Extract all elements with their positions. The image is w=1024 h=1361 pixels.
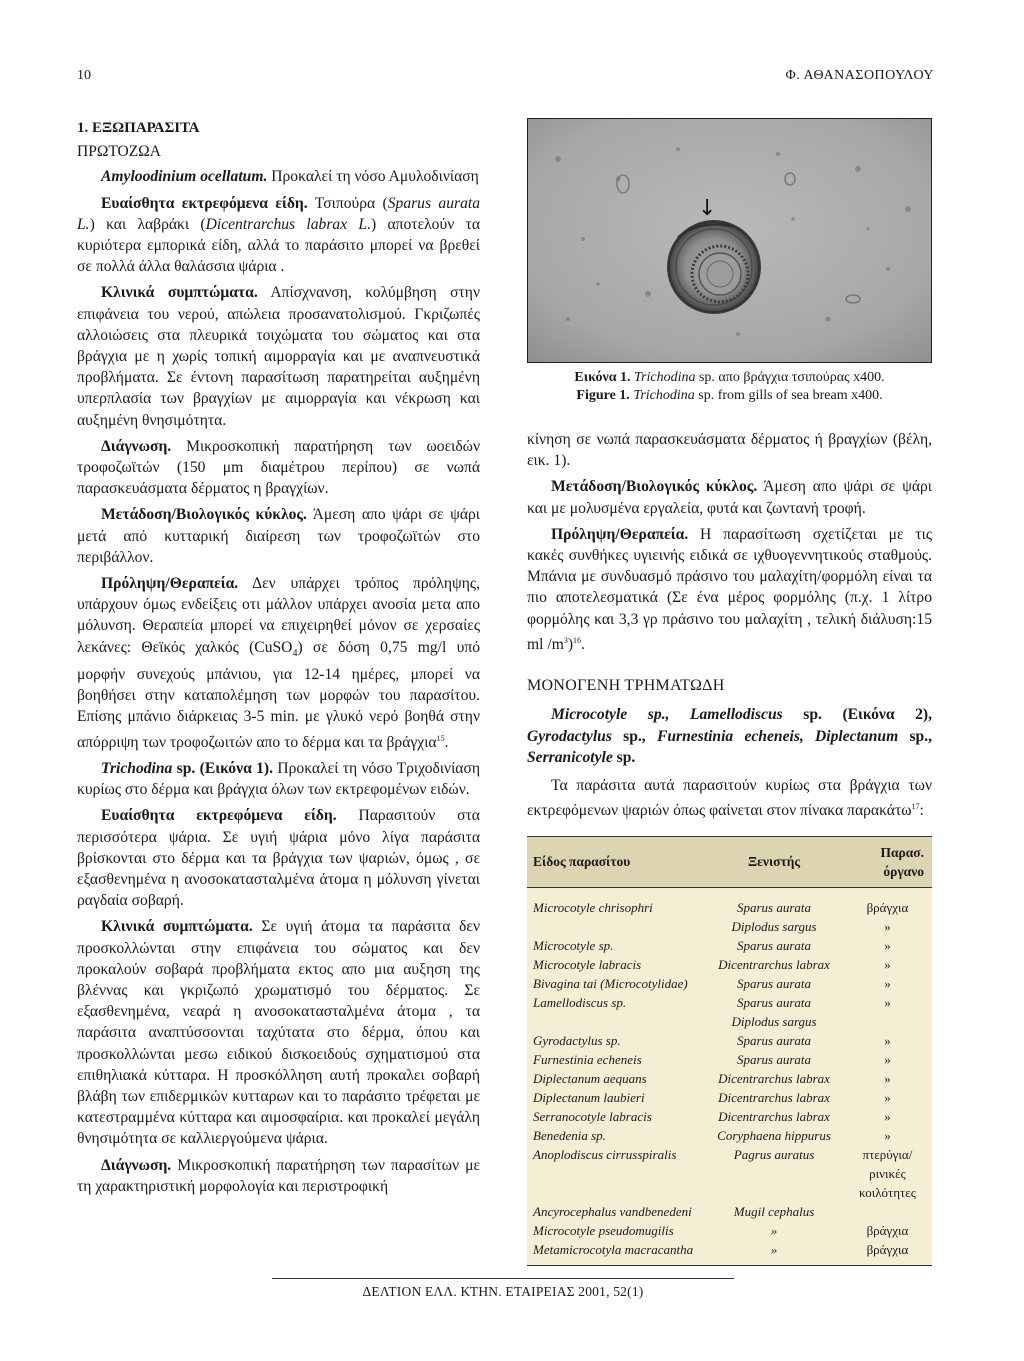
- cell-host: Sparus aurata: [705, 993, 843, 1012]
- cell-host: Sparus aurata: [705, 1031, 843, 1050]
- cell-host: [705, 1164, 843, 1202]
- table-row: [527, 917, 932, 936]
- right-column: [527, 118, 932, 1266]
- amyloodinium-transmission: Μετάδοση/Βιολογικός κύκλος. Άμεση απο ψάρι σε ψάρι μετά από κυτταρική διαίρεση των τροφοζωϊτών στο περιβάλλον.: [77, 506, 480, 566]
- trichodina-intro: Trichodina sp. (Εικόνα 1). Προκαλεί τη νόσο Τριχοδινίαση κυρίως στο δέρμα και βράγχια όλων των εκτρεφομένων ειδών.: [77, 759, 481, 799]
- cell-organ: βράγχια: [843, 1221, 932, 1240]
- table-row: [527, 1107, 932, 1126]
- section-title: 1. ΕΞΩΠΑΡΑΣΙΤΑ: [77, 120, 200, 136]
- cell-host: Dicentrarchus labrax: [705, 1069, 843, 1088]
- cell-organ: »: [843, 1031, 932, 1050]
- cell-organ: »: [843, 1126, 932, 1145]
- cell-parasite: Microcotyle chrisophri: [527, 887, 705, 917]
- cell-organ: [843, 1012, 932, 1031]
- cell-parasite: Gyrodactylus sp.: [527, 1031, 705, 1050]
- cell-organ: »: [843, 974, 932, 993]
- cell-parasite: [527, 1164, 705, 1202]
- table-row: [527, 1240, 932, 1266]
- table-row: [527, 1221, 932, 1240]
- amyloodinium-symptoms: Κλινικά συμπτώματα. Απίσχνανση, κολύμβηση στην επιφάνεια του νερού, απώλεια προσανατολισμού. Γκριζωπές αλλοιώσεις στα πλευρικά τοιχώματα του σώματος και στα βράγχια με η χωρίς τοπική αιμορραγία και με αναπνευστικά προβλήματα. Σε έντονη παρασίτωση παρατηρείται αυξημένη υπερπλασία των βραγχίων με αιμορραγία και νέκρωση και αυξημένη θνησιμότητα.: [77, 284, 480, 429]
- table-row: [527, 1126, 932, 1145]
- cell-organ: »: [843, 1069, 932, 1088]
- table-row: [527, 1012, 932, 1031]
- trichodina-hosts: Ευαίσθητα εκτρεφόμενα είδη. Παρασιτούν στα περισσότερα ψάρια. Σε υγιή ψάρια μόνο λίγα παράσιτα βρίσκονται στο δέρμα και τα βράγχια των ψαριών, όμως , σε εξασθενημένα η ανοσοκατασταλμένα άτομα η μόλυνση γίνεται ραγδαία σοβαρή.: [77, 807, 480, 910]
- cell-host: Dicentrarchus labrax: [705, 1107, 843, 1126]
- subsection-title: ΠΡΩΤΟΖΩΑ: [77, 143, 161, 161]
- running-author: Φ. ΑΘΑΝΑΣΟΠΟΥΛΟΥ: [785, 68, 934, 83]
- cell-organ: »: [843, 993, 932, 1012]
- figure-caption: [527, 369, 932, 405]
- cell-host: Dicentrarchus labrax: [705, 1088, 843, 1107]
- table-row: [527, 1088, 932, 1107]
- amyloodinium-diagnosis: Διάγνωση. Μικροσκοπική παρατήρηση των ωοειδών τροφοζωϊτών (150 μm διαμέτρου περίπου) σε νωπά παρασκευάσματα δέρματος η βραγχίων.: [77, 437, 480, 498]
- trichodina-diagnosis-continued: κίνηση σε νωπά παρασκευάσματα δέρματος ή βραγχίων (βέλη, εικ. 1).: [527, 431, 932, 470]
- cell-parasite: Anoplodiscus cirrusspiralis: [527, 1145, 705, 1164]
- cell-parasite: Diplectanum aequans: [527, 1069, 705, 1088]
- monogenea-title: ΜΟΝΟΓΕΝΗ ΤΡΗΜΑΤΩΔΗ: [527, 677, 725, 695]
- col-header-host: Ξενιστής: [705, 836, 843, 887]
- caption-english: Figure 1. Trichodina sp. from gills of sea bream x400.: [576, 388, 883, 403]
- table-row: [527, 936, 932, 955]
- trichodina-symptoms: Κλινικά συμπτώματα. Σε υγιή άτομα τα παράσιτα δεν προσκολλώνται στην επιφάνεια του σώματος και δεν προκαλούν σοβαρά προβλήματα εκτος απο μια αυξηση της βλέννας και γκριζωπό χρωματισμό του δέρματος. Σε εξασθενημένα, νεαρά η ανοσοκατασταλμένα άτομα , τα παράσιτα αναπτύσσονται ταχύτατα στο δέρμα, όπου και προσκολλώνται μεσω ειδικού δισκοειδούς σχηματισμού στα επιθηλιακά κύτταρα. Η προσκόλληση αυτή προκαλει σοβαρή βλάβη των επιδερμικών κυτταρων και το παράσιτο τρέφεται με κατεστραμμένα κύτταρα και αιμοσφαίρια. και προκαλεί μεγάλη θνησιμότητα σε καλλιεργούμενα ψάρια.: [77, 918, 480, 1148]
- cell-parasite: Benedenia sp.: [527, 1126, 705, 1145]
- table-row: [527, 1069, 932, 1088]
- cell-host: Sparus aurata: [705, 974, 843, 993]
- cell-organ: ρινικές κοιλότητες: [843, 1164, 932, 1202]
- cell-organ: βράγχια: [843, 887, 932, 917]
- cell-host: »: [705, 1221, 843, 1240]
- trichodina-transmission: Μετάδοση/Βιολογικός κύκλος. Άμεση απο ψάρι σε ψάρι και με μολυσμένα εργαλεία, φυτά και ζωντανή τροφή.: [527, 478, 932, 517]
- col-header-parasite: Είδος παρασίτου: [527, 836, 705, 887]
- cell-organ: »: [843, 917, 932, 936]
- cell-host: »: [705, 1240, 843, 1266]
- cell-host: Sparus aurata: [705, 887, 843, 917]
- cell-host: Sparus aurata: [705, 936, 843, 955]
- cell-parasite: Serranocotyle labracis: [527, 1107, 705, 1126]
- footer-journal: ΔΕΛΤΙΟΝ ΕΛΛ. ΚΤΗΝ. ΕΤΑΙΡΕΙΑΣ 2001, 52(1): [362, 1284, 644, 1299]
- cell-organ: βράγχια: [843, 1240, 932, 1266]
- cell-organ: »: [843, 1050, 932, 1069]
- cell-parasite: Microcotyle sp.: [527, 936, 705, 955]
- parasite-table: [527, 836, 932, 1266]
- cell-parasite: [527, 1012, 705, 1031]
- table-header-row: [527, 836, 932, 887]
- cell-host: Mugil cephalus: [705, 1202, 843, 1221]
- caption-greek: Εικόνα 1. Trichodina sp. απο βράγχια τσιπούρας x400.: [574, 370, 885, 385]
- table-row: [527, 1202, 932, 1221]
- trichodina-diagnosis: Διάγνωση. Μικροσκοπική παρατήρηση των παρασίτων με τη χαρακτηριστική μορφολογία και περιστροφική: [77, 1156, 480, 1195]
- table-row: [527, 1164, 932, 1202]
- trichodina-treatment: Πρόληψη/Θεραπεία. Η παρασίτωση σχετίζεται με τις κακές συνθήκες υγιεινής ειδικά σε ιχθυογεννητικούς σταθμούς. Μπάνια με συνδυασμό πράσινο του μαλαχίτη/φορμόλη είναι τα πιο αποτελεσματικά (Σε ένα μέρος φορμόλης (π.χ. 1 λίτρο φορμόλης και 3,3 γρ πράσινο του μαλαχίτη , τελική διάλυση:15 ml $/m^3)^{16}$.: [527, 525, 932, 654]
- table-row: [527, 993, 932, 1012]
- amyloodinium-hosts: Ευαίσθητα εκτρεφόμενα είδη. Τσιπούρα (Sparus aurata L.) και λαβράκι (Dicentrarchus labrax L.) αποτελούν τα κυριότερα εμπορικά είδη, αλλά το παράσιτο μπορεί να βρεθεί σε πολλά άλλα θαλάσσια ψάρια .: [77, 194, 480, 276]
- cell-parasite: Ancyrocephalus vandbenedeni: [527, 1202, 705, 1221]
- table-row: [527, 1145, 932, 1164]
- amyloodinium-intro: Amyloodinium ocellatum. Προκαλεί τη νόσο Αμυλοδινίαση: [101, 168, 479, 186]
- cell-organ: »: [843, 1107, 932, 1126]
- col-header-organ: Παρασ. όργανο: [843, 836, 932, 887]
- table-row: [527, 1050, 932, 1069]
- cell-parasite: Bivagina tai (Microcotylidae): [527, 974, 705, 993]
- cell-parasite: Diplectanum laubieri: [527, 1088, 705, 1107]
- figure-micrograph: [527, 118, 932, 363]
- cell-host: Coryphaena hippurus: [705, 1126, 843, 1145]
- cell-parasite: Microcotyle labracis: [527, 955, 705, 974]
- cell-organ: »: [843, 936, 932, 955]
- cell-organ: »: [843, 955, 932, 974]
- cell-organ: [843, 1202, 932, 1221]
- table-row: [527, 1031, 932, 1050]
- cell-host: Diplodus sargus: [705, 917, 843, 936]
- cell-parasite: Lamellodiscus sp.: [527, 993, 705, 1012]
- cell-host: Diplodus sargus: [705, 1012, 843, 1031]
- monogenea-intro: Τα παράσιτα αυτά παρασιτούν κυρίως στα βράγχια των εκτρεφόμενων ψαριών όπως φαίνεται στον πίνακα παρακάτω$^{17}$:: [527, 777, 932, 820]
- table-row: [527, 974, 932, 993]
- trichodina-micrograph: [528, 119, 931, 362]
- cell-host: Sparus aurata: [705, 1050, 843, 1069]
- cell-parasite: Furnestinia echeneis: [527, 1050, 705, 1069]
- cell-parasite: Microcotyle pseudomugilis: [527, 1221, 705, 1240]
- monogenea-species: Microcotyle sp., Lamellodiscus sp. (Εικόνα 2), Gyrodactylus sp., Furnestinia echeneis, Diplectanum sp., Serranicotyle sp.: [527, 706, 933, 766]
- footer-rule: [272, 1278, 734, 1279]
- cell-organ: πτερύγια/: [843, 1145, 932, 1164]
- cell-parasite: [527, 917, 705, 936]
- cell-organ: »: [843, 1088, 932, 1107]
- arrow-icon: ↓: [698, 196, 717, 221]
- page-number: 10: [77, 68, 91, 83]
- left-column: [77, 118, 480, 1202]
- table-row: [527, 955, 932, 974]
- cell-parasite: Metamicrocotyla macracantha: [527, 1240, 705, 1266]
- amyloodinium-treatment: Πρόληψη/Θεραπεία. Δεν υπάρχει τρόπος πρόληψης, υπάρχουν όμως ενδείξεις οτι μάλλον υπάρχει ανοσία μετα απο μόλυνση. Θεραπεία μπορεί να επιχειρηθεί μόνον σε χερσαίες λεκάνες: Θεϊκός χαλκός (CuSO$_4$) σε δόση 0,75 mg/l υπό μορφήν συνεχούς μπάνιου, για 12-14 ημέρες, μπορεί να βοηθήσει στην καταπολέμηση των μορφών του παρασίτου. Επίσης μπάνιο διάρκειας 3-5 min. με γλυκό νερό βοηθά στην απόρριψη των τροφοζωιτών απο το δέρμα και τα βράγχια$^{15}$.: [77, 575, 480, 751]
- cell-host: Dicentrarchus labrax: [705, 955, 843, 974]
- cell-host: Pagrus auratus: [705, 1145, 843, 1164]
- table-row: [527, 887, 932, 917]
